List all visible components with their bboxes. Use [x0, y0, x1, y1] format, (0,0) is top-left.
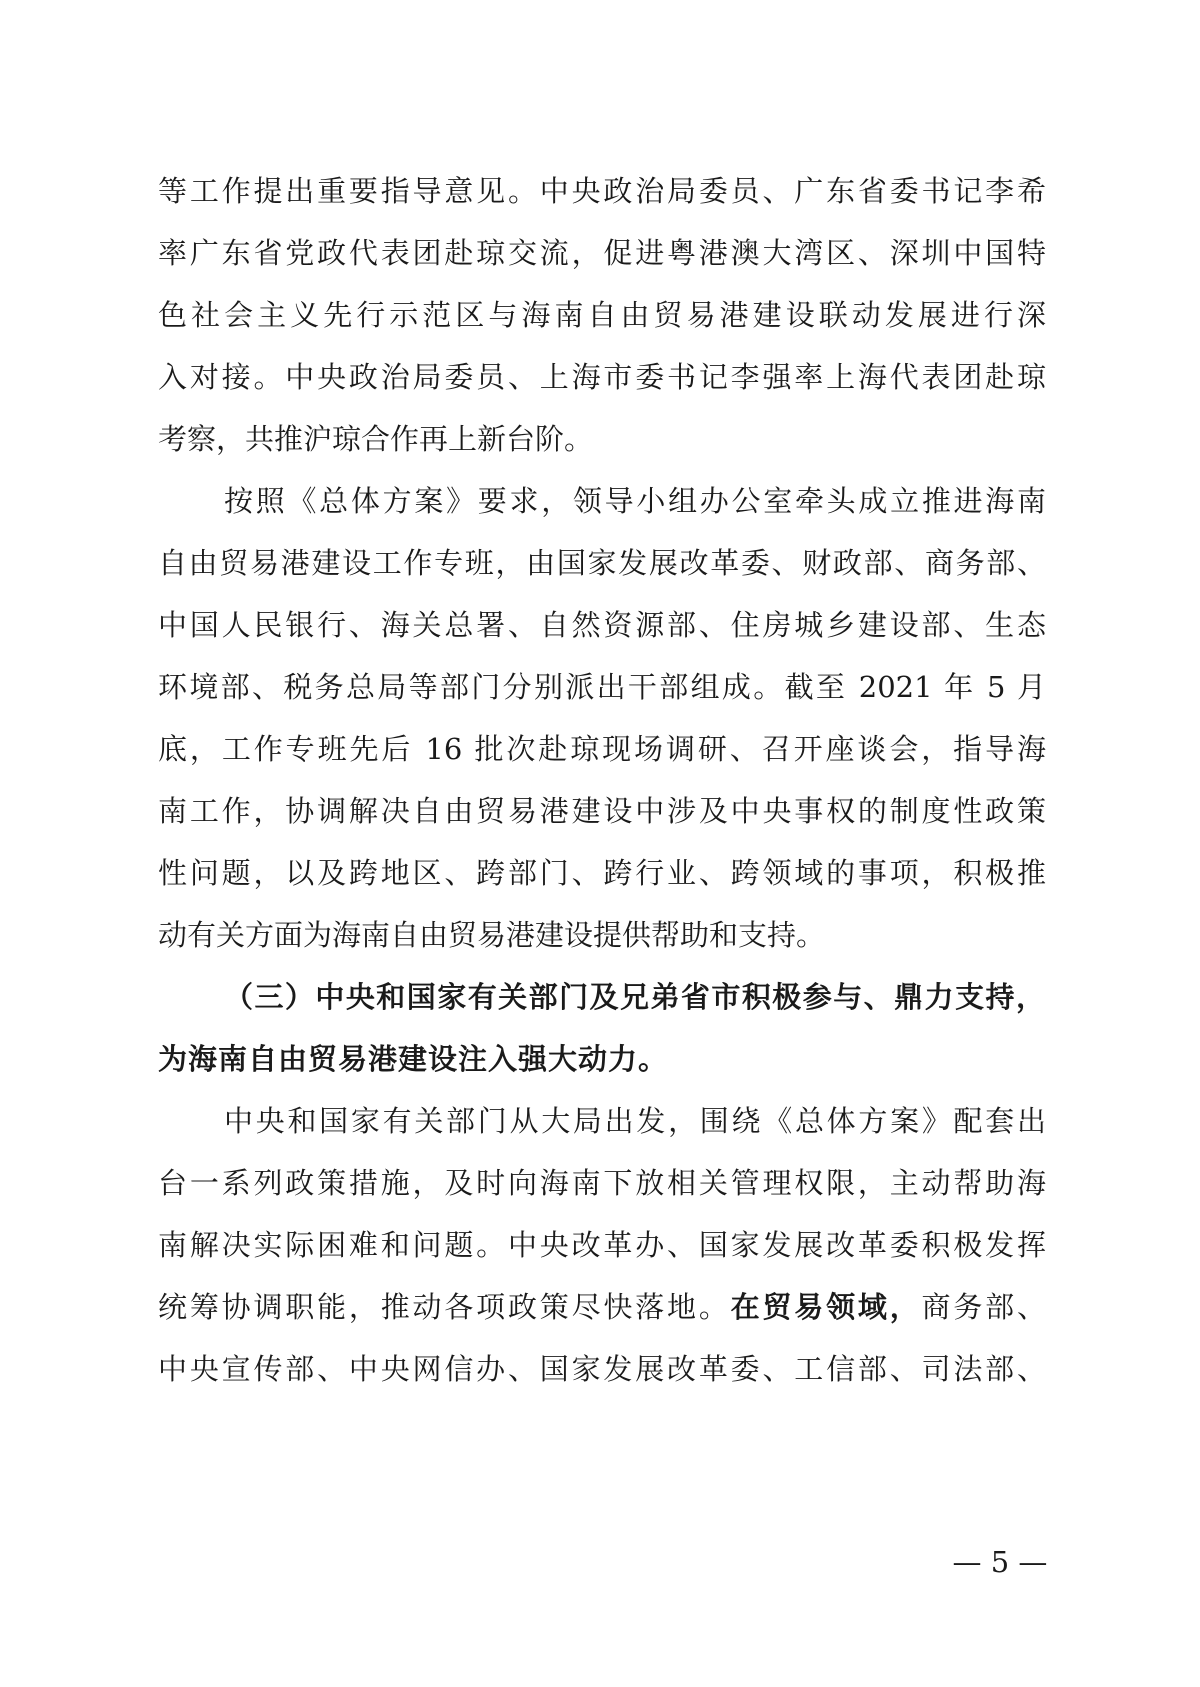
paragraph-1-line-1: 等工作提出重要指导意见。中央政治局委员、广东省委书记李希 — [158, 174, 1046, 208]
page-number: — 5 — — [952, 1545, 1048, 1579]
paragraph-1-line-4: 入对接。中央政治局委员、上海市委书记李强率上海代表团赴琼 — [158, 360, 1046, 394]
bold-lead-trade: 在贸易领域， — [730, 1290, 922, 1324]
paragraph-2-line-1: 按照《总体方案》要求，领导小组办公室牵头成立推进海南 — [224, 484, 1046, 518]
paragraph-1-line-3: 色社会主义先行示范区与海南自由贸易港建设联动发展进行深 — [158, 298, 1046, 332]
paragraph-3-line-5: 中央宣传部、中央网信办、国家发展改革委、工信部、司法部、 — [158, 1352, 1046, 1386]
paragraph-3-line-1: 中央和国家有关部门从大局出发，围绕《总体方案》配套出 — [224, 1104, 1046, 1138]
paragraph-2-line-5: 底，工作专班先后 16 批次赴琼现场调研、召开座谈会，指导海 — [158, 732, 1046, 766]
section-heading-line-2: 为海南自由贸易港建设注入强大动力。 — [158, 1042, 669, 1076]
paragraph-2-line-6: 南工作，协调解决自由贸易港建设中涉及中央事权的制度性政策 — [158, 794, 1046, 828]
line-text: 统筹协调职能，推动各项政策尽快落地。 — [158, 1290, 731, 1324]
paragraph-3-line-4 — [158, 1287, 1046, 1327]
section-heading-line-1: （三）中央和国家有关部门及兄弟省市积极参与、鼎力支持， — [224, 980, 1046, 1014]
paragraph-1-line-2: 率广东省党政代表团赴琼交流，促进粤港澳大湾区、深圳中国特 — [158, 236, 1046, 270]
paragraph-2-line-3: 中国人民银行、海关总署、自然资源部、住房城乡建设部、生态 — [158, 608, 1046, 642]
paragraph-2-line-8: 动有关方面为海南自由贸易港建设提供帮助和支持。 — [158, 918, 826, 952]
paragraph-1-line-5: 考察，共推沪琼合作再上新台阶。 — [158, 422, 594, 456]
paragraph-3-line-2: 台一系列政策措施，及时向海南下放相关管理权限，主动帮助海 — [158, 1166, 1046, 1200]
paragraph-3-line-3: 南解决实际困难和问题。中央改革办、国家发展改革委积极发挥 — [158, 1228, 1046, 1262]
paragraph-2-line-4: 环境部、税务总局等部门分别派出干部组成。截至 2021 年 5 月 — [158, 670, 1046, 704]
line-text-tail: 商务部、 — [921, 1290, 1046, 1324]
paragraph-2-line-7: 性问题，以及跨地区、跨部门、跨行业、跨领域的事项，积极推 — [158, 856, 1046, 890]
paragraph-2-line-2: 自由贸易港建设工作专班，由国家发展改革委、财政部、商务部、 — [158, 546, 1046, 580]
